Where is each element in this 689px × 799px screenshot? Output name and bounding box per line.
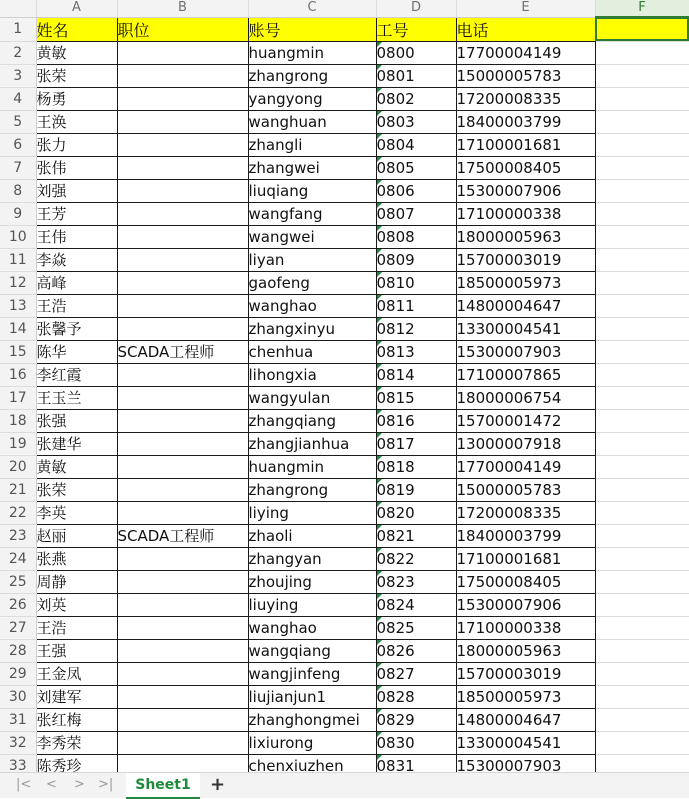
- row-header[interactable]: 11: [0, 248, 36, 271]
- table-row: [0, 662, 689, 685]
- row-header[interactable]: 18: [0, 409, 36, 432]
- cell-position[interactable]: [117, 662, 248, 685]
- first-sheet-icon[interactable]: |<: [16, 777, 32, 792]
- cell-position[interactable]: [117, 41, 248, 64]
- table-row: [0, 179, 689, 202]
- cell-account[interactable]: liuqiang: [248, 179, 376, 202]
- cell-f[interactable]: [595, 662, 689, 685]
- cell-employee-id[interactable]: 0821: [376, 524, 456, 547]
- cell-f[interactable]: [595, 409, 689, 432]
- table-row: [0, 478, 689, 501]
- cell-f[interactable]: [595, 524, 689, 547]
- cell-name[interactable]: 王金凤: [36, 662, 117, 685]
- table-row: [0, 685, 689, 708]
- row-header[interactable]: 14: [0, 317, 36, 340]
- cell-position[interactable]: [117, 616, 248, 639]
- cell-phone[interactable]: 17200008335: [456, 501, 595, 524]
- sheet-tab-sheet1[interactable]: Sheet1: [126, 773, 200, 799]
- cell-employee-id[interactable]: 0805: [376, 156, 456, 179]
- cell-f[interactable]: [595, 41, 689, 64]
- row-header[interactable]: 23: [0, 524, 36, 547]
- cell-employee-id[interactable]: 0824: [376, 593, 456, 616]
- cell-f[interactable]: [595, 87, 689, 110]
- cell-account[interactable]: liying: [248, 501, 376, 524]
- cell-position[interactable]: [117, 570, 248, 593]
- cell-f[interactable]: [595, 570, 689, 593]
- cell-account[interactable]: zhangyan: [248, 547, 376, 570]
- cell-position[interactable]: [117, 294, 248, 317]
- cell-account[interactable]: yangyong: [248, 87, 376, 110]
- cell-employee-id[interactable]: 0800: [376, 41, 456, 64]
- table-row: [0, 156, 689, 179]
- cell-employee-id[interactable]: 0801: [376, 64, 456, 87]
- cell-name[interactable]: 张伟: [36, 156, 117, 179]
- cell-name[interactable]: 王芳: [36, 202, 117, 225]
- table-row: [0, 639, 689, 662]
- cell-name[interactable]: 王强: [36, 639, 117, 662]
- cell-employee-id[interactable]: 0823: [376, 570, 456, 593]
- cell-position[interactable]: [117, 639, 248, 662]
- cell-name[interactable]: 李红霞: [36, 363, 117, 386]
- row-header[interactable]: 21: [0, 478, 36, 501]
- cell-position[interactable]: [117, 271, 248, 294]
- cell-position[interactable]: [117, 593, 248, 616]
- cell-position[interactable]: [117, 179, 248, 202]
- cell-phone[interactable]: 17500008405: [456, 570, 595, 593]
- cell-name[interactable]: 张红梅: [36, 708, 117, 731]
- cell-employee-id[interactable]: 0826: [376, 639, 456, 662]
- cell-phone[interactable]: 14800004647: [456, 708, 595, 731]
- row-header[interactable]: 25: [0, 570, 36, 593]
- cell-f[interactable]: [595, 64, 689, 87]
- cell-name[interactable]: 王浩: [36, 616, 117, 639]
- cell-name[interactable]: 王伟: [36, 225, 117, 248]
- cell-account[interactable]: wanghuan: [248, 110, 376, 133]
- cell-position[interactable]: [117, 547, 248, 570]
- row-header[interactable]: 33: [0, 754, 36, 772]
- cell-phone[interactable]: 15000005783: [456, 478, 595, 501]
- row-header[interactable]: 12: [0, 271, 36, 294]
- cell-account[interactable]: chenxiuzhen: [248, 754, 376, 772]
- row-header[interactable]: 1: [0, 17, 36, 41]
- cell-account[interactable]: zhangjianhua: [248, 432, 376, 455]
- cell-f[interactable]: [595, 156, 689, 179]
- row-header[interactable]: 2: [0, 41, 36, 64]
- row-header[interactable]: 22: [0, 501, 36, 524]
- cell-phone[interactable]: 14800004647: [456, 294, 595, 317]
- row-header[interactable]: 17: [0, 386, 36, 409]
- cell-f[interactable]: [595, 317, 689, 340]
- column-header-c[interactable]: C: [248, 0, 376, 17]
- add-sheet-icon[interactable]: +: [210, 774, 226, 795]
- table-row: [0, 501, 689, 524]
- cell-position[interactable]: [117, 409, 248, 432]
- table-row: [0, 547, 689, 570]
- cell-phone[interactable]: 15700003019: [456, 248, 595, 271]
- cell-f[interactable]: [595, 179, 689, 202]
- column-header-d[interactable]: D: [376, 0, 456, 17]
- table-row: [0, 340, 689, 363]
- cell-employee-id[interactable]: 0810: [376, 271, 456, 294]
- cell-f[interactable]: [595, 455, 689, 478]
- cell-employee-id[interactable]: 工号: [376, 17, 456, 41]
- cell-name[interactable]: 李秀荣: [36, 731, 117, 754]
- cell-phone[interactable]: 18000005963: [456, 639, 595, 662]
- cell-position[interactable]: [117, 501, 248, 524]
- last-sheet-icon[interactable]: >|: [98, 777, 114, 792]
- row-header[interactable]: 28: [0, 639, 36, 662]
- table-row: [0, 455, 689, 478]
- row-header[interactable]: 5: [0, 110, 36, 133]
- cell-name[interactable]: 黄敏: [36, 455, 117, 478]
- cell-f[interactable]: [595, 639, 689, 662]
- cell-account[interactable]: 账号: [248, 17, 376, 41]
- cell-f[interactable]: [595, 202, 689, 225]
- cell-account[interactable]: huangmin: [248, 41, 376, 64]
- row-header[interactable]: 24: [0, 547, 36, 570]
- cell-name[interactable]: 李英: [36, 501, 117, 524]
- cell-phone[interactable]: 15700003019: [456, 662, 595, 685]
- cell-name[interactable]: 张建华: [36, 432, 117, 455]
- cell-position[interactable]: [117, 754, 248, 772]
- cell-phone[interactable]: 15000005783: [456, 64, 595, 87]
- cell-position[interactable]: [117, 87, 248, 110]
- cell-name[interactable]: 王玉兰: [36, 386, 117, 409]
- table-row: [0, 708, 689, 731]
- cell-employee-id[interactable]: 0816: [376, 409, 456, 432]
- cell-phone[interactable]: 13300004541: [456, 731, 595, 754]
- cell-employee-id[interactable]: 0825: [376, 616, 456, 639]
- cell-account[interactable]: wangfang: [248, 202, 376, 225]
- cell-phone[interactable]: 15700001472: [456, 409, 595, 432]
- cell-position[interactable]: [117, 133, 248, 156]
- cell-account[interactable]: liujianjun1: [248, 685, 376, 708]
- cell-f[interactable]: [595, 110, 689, 133]
- cell-employee-id[interactable]: 0829: [376, 708, 456, 731]
- cell-position[interactable]: [117, 225, 248, 248]
- row-header[interactable]: 29: [0, 662, 36, 685]
- cell-employee-id[interactable]: 0822: [376, 547, 456, 570]
- cell-f[interactable]: [595, 616, 689, 639]
- cell-employee-id[interactable]: 0818: [376, 455, 456, 478]
- cell-position[interactable]: [117, 202, 248, 225]
- row-header[interactable]: 15: [0, 340, 36, 363]
- cell-employee-id[interactable]: 0830: [376, 731, 456, 754]
- row-header[interactable]: 19: [0, 432, 36, 455]
- row-header[interactable]: 10: [0, 225, 36, 248]
- row-header[interactable]: 9: [0, 202, 36, 225]
- cell-employee-id[interactable]: 0827: [376, 662, 456, 685]
- row-header[interactable]: 6: [0, 133, 36, 156]
- cell-name[interactable]: 张强: [36, 409, 117, 432]
- row-header[interactable]: 8: [0, 179, 36, 202]
- cell-f[interactable]: [595, 593, 689, 616]
- cell-name[interactable]: 赵丽: [36, 524, 117, 547]
- cell-phone[interactable]: 17100007865: [456, 363, 595, 386]
- cell-phone[interactable]: 18400003799: [456, 110, 595, 133]
- cell-account[interactable]: zhangqiang: [248, 409, 376, 432]
- cell-name[interactable]: 李焱: [36, 248, 117, 271]
- cell-employee-id[interactable]: 0828: [376, 685, 456, 708]
- cell-f[interactable]: [595, 340, 689, 363]
- next-sheet-icon[interactable]: >: [74, 777, 85, 792]
- cell-employee-id[interactable]: 0809: [376, 248, 456, 271]
- table-row: [0, 593, 689, 616]
- table-row: [0, 133, 689, 156]
- cell-account[interactable]: wanghao: [248, 294, 376, 317]
- cell-employee-id[interactable]: 0813: [376, 340, 456, 363]
- cell-account[interactable]: chenhua: [248, 340, 376, 363]
- table-row: [0, 225, 689, 248]
- cell-position[interactable]: [117, 731, 248, 754]
- table-row: [0, 616, 689, 639]
- cell-position[interactable]: [117, 156, 248, 179]
- cell-position[interactable]: [117, 685, 248, 708]
- cell-position[interactable]: [117, 248, 248, 271]
- cell-employee-id[interactable]: 0804: [376, 133, 456, 156]
- table-row: [0, 41, 689, 64]
- cell-phone[interactable]: 15300007906: [456, 593, 595, 616]
- table-row: [0, 271, 689, 294]
- table-row: [0, 570, 689, 593]
- row-header[interactable]: 31: [0, 708, 36, 731]
- cell-f[interactable]: [595, 501, 689, 524]
- cell-f[interactable]: [595, 731, 689, 754]
- cell-name[interactable]: 杨勇: [36, 87, 117, 110]
- cell-name[interactable]: 周静: [36, 570, 117, 593]
- cell-name[interactable]: 陈秀珍: [36, 754, 117, 772]
- cell-name[interactable]: 王涣: [36, 110, 117, 133]
- cell-f[interactable]: [595, 386, 689, 409]
- cell-position[interactable]: [117, 432, 248, 455]
- table-row: [0, 754, 689, 772]
- row-header[interactable]: 16: [0, 363, 36, 386]
- table-row: [0, 317, 689, 340]
- cell-phone[interactable]: 13300004541: [456, 317, 595, 340]
- cell-account[interactable]: zhoujing: [248, 570, 376, 593]
- cell-phone[interactable]: 17100000338: [456, 616, 595, 639]
- cell-f[interactable]: [595, 248, 689, 271]
- cell-employee-id[interactable]: 0831: [376, 754, 456, 772]
- cell-employee-id[interactable]: 0817: [376, 432, 456, 455]
- cell-name[interactable]: 姓名: [36, 17, 117, 41]
- cell-account[interactable]: wangqiang: [248, 639, 376, 662]
- cell-f[interactable]: [595, 294, 689, 317]
- column-header-e[interactable]: E: [456, 0, 595, 17]
- cell-account[interactable]: wangjinfeng: [248, 662, 376, 685]
- cell-account[interactable]: wanghao: [248, 616, 376, 639]
- table-row: [0, 87, 689, 110]
- cell-f[interactable]: [595, 363, 689, 386]
- cell-position[interactable]: [117, 317, 248, 340]
- cell-name[interactable]: 高峰: [36, 271, 117, 294]
- cell-f[interactable]: [595, 271, 689, 294]
- cell-phone[interactable]: 18000006754: [456, 386, 595, 409]
- row-header[interactable]: 3: [0, 64, 36, 87]
- cell-f[interactable]: [595, 754, 689, 772]
- cell-position[interactable]: [117, 386, 248, 409]
- cell-phone[interactable]: 13000007918: [456, 432, 595, 455]
- cell-f[interactable]: [595, 225, 689, 248]
- cell-account[interactable]: wangwei: [248, 225, 376, 248]
- cell-name[interactable]: 陈华: [36, 340, 117, 363]
- table-row: [0, 731, 689, 754]
- cell-phone[interactable]: 18400003799: [456, 524, 595, 547]
- cell-account[interactable]: zhangrong: [248, 478, 376, 501]
- cell-employee-id[interactable]: 0806: [376, 179, 456, 202]
- table-row: [0, 363, 689, 386]
- prev-sheet-icon[interactable]: <: [46, 777, 57, 792]
- cell-position[interactable]: [117, 64, 248, 87]
- cell-phone[interactable]: 15300007903: [456, 340, 595, 363]
- cell-f[interactable]: [595, 708, 689, 731]
- column-header-a[interactable]: A: [36, 0, 117, 17]
- cell-name[interactable]: 黄敏: [36, 41, 117, 64]
- table-row: [0, 432, 689, 455]
- cell-employee-id[interactable]: 0811: [376, 294, 456, 317]
- cell-phone[interactable]: 17100001681: [456, 133, 595, 156]
- cell-account[interactable]: zhangrong: [248, 64, 376, 87]
- cell-account[interactable]: gaofeng: [248, 271, 376, 294]
- row-header[interactable]: 13: [0, 294, 36, 317]
- row-header[interactable]: 4: [0, 87, 36, 110]
- cell-phone[interactable]: 15300007906: [456, 179, 595, 202]
- cell-account[interactable]: huangmin: [248, 455, 376, 478]
- cell-account[interactable]: lihongxia: [248, 363, 376, 386]
- cell-account[interactable]: liyan: [248, 248, 376, 271]
- cell-phone[interactable]: 17100000338: [456, 202, 595, 225]
- cell-employee-id[interactable]: 0819: [376, 478, 456, 501]
- column-header-b[interactable]: B: [117, 0, 248, 17]
- header-row: [0, 17, 689, 41]
- cell-position[interactable]: [117, 478, 248, 501]
- table-row: [0, 294, 689, 317]
- table-row: [0, 409, 689, 432]
- cell-employee-id[interactable]: 0820: [376, 501, 456, 524]
- cell-phone[interactable]: 17700004149: [456, 41, 595, 64]
- cell-phone[interactable]: 17100001681: [456, 547, 595, 570]
- cell-f[interactable]: [595, 547, 689, 570]
- cell-position[interactable]: SCADA工程师: [117, 524, 248, 547]
- cell-phone[interactable]: 电话: [456, 17, 595, 41]
- table-row: [0, 386, 689, 409]
- cell-phone[interactable]: 17200008335: [456, 87, 595, 110]
- cell-position[interactable]: 职位: [117, 17, 248, 41]
- cell-account[interactable]: liuying: [248, 593, 376, 616]
- cell-position[interactable]: [117, 363, 248, 386]
- cell-name[interactable]: 张荣: [36, 64, 117, 87]
- cell-f[interactable]: [595, 685, 689, 708]
- row-header[interactable]: 7: [0, 156, 36, 179]
- column-header-f[interactable]: F: [595, 0, 689, 17]
- row-header[interactable]: 26: [0, 593, 36, 616]
- row-header[interactable]: 27: [0, 616, 36, 639]
- cell-name[interactable]: 刘英: [36, 593, 117, 616]
- cell-employee-id[interactable]: 0803: [376, 110, 456, 133]
- sheet-tab-bar: [0, 772, 689, 798]
- cell-name[interactable]: 刘强: [36, 179, 117, 202]
- cell-name[interactable]: 张力: [36, 133, 117, 156]
- cell-employee-id[interactable]: 0814: [376, 363, 456, 386]
- table-row: [0, 248, 689, 271]
- table-row: [0, 202, 689, 225]
- cell-position[interactable]: SCADA工程师: [117, 340, 248, 363]
- cell-position[interactable]: [117, 455, 248, 478]
- cell-f[interactable]: [595, 133, 689, 156]
- cell-phone[interactable]: 18000005963: [456, 225, 595, 248]
- table-row: [0, 64, 689, 87]
- cell-phone[interactable]: 15300007903: [456, 754, 595, 772]
- select-all-corner[interactable]: [0, 0, 36, 17]
- cell-employee-id[interactable]: 0815: [376, 386, 456, 409]
- cell-name[interactable]: 张馨予: [36, 317, 117, 340]
- table-row: [0, 524, 689, 547]
- cell-phone[interactable]: 17700004149: [456, 455, 595, 478]
- cell-account[interactable]: zhangxinyu: [248, 317, 376, 340]
- cell-name[interactable]: 张荣: [36, 478, 117, 501]
- row-header[interactable]: 30: [0, 685, 36, 708]
- cell-name[interactable]: 刘建军: [36, 685, 117, 708]
- cell-f[interactable]: [595, 432, 689, 455]
- cell-account[interactable]: zhaoli: [248, 524, 376, 547]
- cell-account[interactable]: wangyulan: [248, 386, 376, 409]
- cell-employee-id[interactable]: 0802: [376, 87, 456, 110]
- cell-name[interactable]: 王浩: [36, 294, 117, 317]
- cell-position[interactable]: [117, 110, 248, 133]
- cell-name[interactable]: 张燕: [36, 547, 117, 570]
- cell-f[interactable]: [595, 478, 689, 501]
- cell-account[interactable]: zhangwei: [248, 156, 376, 179]
- cell-account[interactable]: lixiurong: [248, 731, 376, 754]
- cell-employee-id[interactable]: 0808: [376, 225, 456, 248]
- table-row: [0, 110, 689, 133]
- cell-account[interactable]: zhangli: [248, 133, 376, 156]
- cell-phone[interactable]: 17500008405: [456, 156, 595, 179]
- row-header[interactable]: 20: [0, 455, 36, 478]
- cell-account[interactable]: zhanghongmei: [248, 708, 376, 731]
- cell-employee-id[interactable]: 0812: [376, 317, 456, 340]
- row-header[interactable]: 32: [0, 731, 36, 754]
- cell-employee-id[interactable]: 0807: [376, 202, 456, 225]
- cell-phone[interactable]: 18500005973: [456, 271, 595, 294]
- cell-position[interactable]: [117, 708, 248, 731]
- cell-f[interactable]: [595, 17, 689, 41]
- cell-phone[interactable]: 18500005973: [456, 685, 595, 708]
